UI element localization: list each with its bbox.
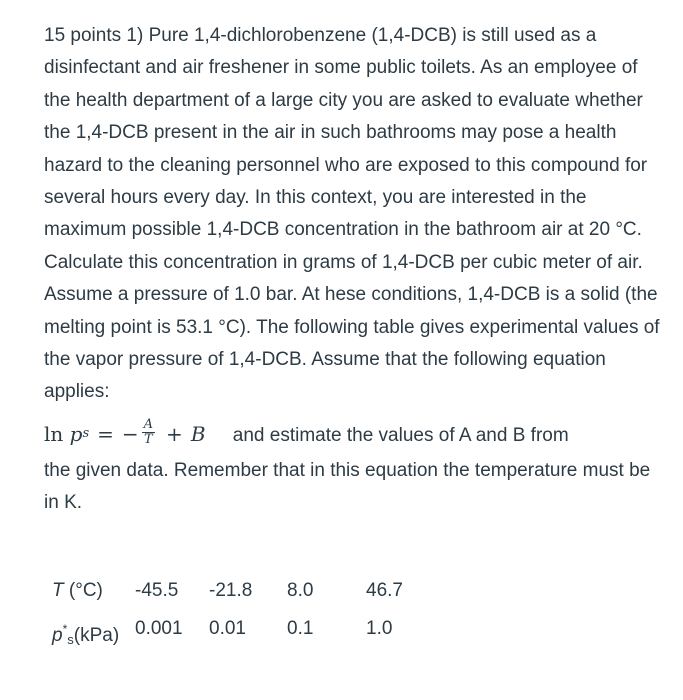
table-cell: 0.1 [287,618,314,639]
eq-fraction [142,418,155,447]
table-cell: 0.001 [135,618,183,639]
table-cell: -45.5 [135,580,179,601]
equation-trailing-text: and estimate the values of A and B from [232,424,569,446]
points-label: 15 points 1) [44,25,144,46]
table-cell: 8.0 [287,580,314,601]
eq-b: B [190,421,206,446]
vapor-pressure-table [52,572,452,648]
table-cell: -21.8 [209,580,253,601]
table-row-temperature [52,572,452,610]
problem-statement [44,20,664,409]
eq-p: p [69,421,83,446]
row-label-temperature: T (°C) [52,580,103,601]
eq-ln: ln [44,421,64,446]
eq-sub: s [82,425,90,441]
equation-line [44,418,664,452]
eq-equals: = [97,421,114,446]
after-equation-text: the given data. Remember that in this equation the temperature must be in K. [44,459,651,514]
vapor-pressure-equation [44,418,206,450]
problem-container [44,20,664,520]
table-cell: 46.7 [366,580,403,601]
table-cell: 1.0 [366,618,393,639]
eq-plus: + [166,421,183,446]
table-cell: 0.01 [209,618,246,639]
eq-minus: − [121,421,139,446]
eq-numerator: A [143,417,154,433]
problem-body: Pure 1,4-dichlorobenzene (1,4-DCB) is still used as a disinfectant and air freshener in some public toilets. As an employee of the health department of a large city you are asked to evaluate whether the 1,4-DCB present in the air in such bathrooms may pose a health hazard to the cleaning personnel who are exposed to this compound for several hours every day. In this context, you are interested in the maximum possible 1,4-DCB concentration in the bathroom air at 20 °C. Calculate this concentration in grams of 1,4-DCB per cubic meter of air. Assume a pressure of 1.0 bar. At hese conditions, 1,4-DCB is a solid (the melting point is 53.1 °C). The following table gives experimental values of the vapor pressure of 1,4-DCB. Assume that the following equation applies: [44,25,660,403]
row-label-pressure: p*s(kPa) [52,622,120,647]
eq-denominator: T [144,432,153,448]
table-row-pressure [52,610,452,648]
